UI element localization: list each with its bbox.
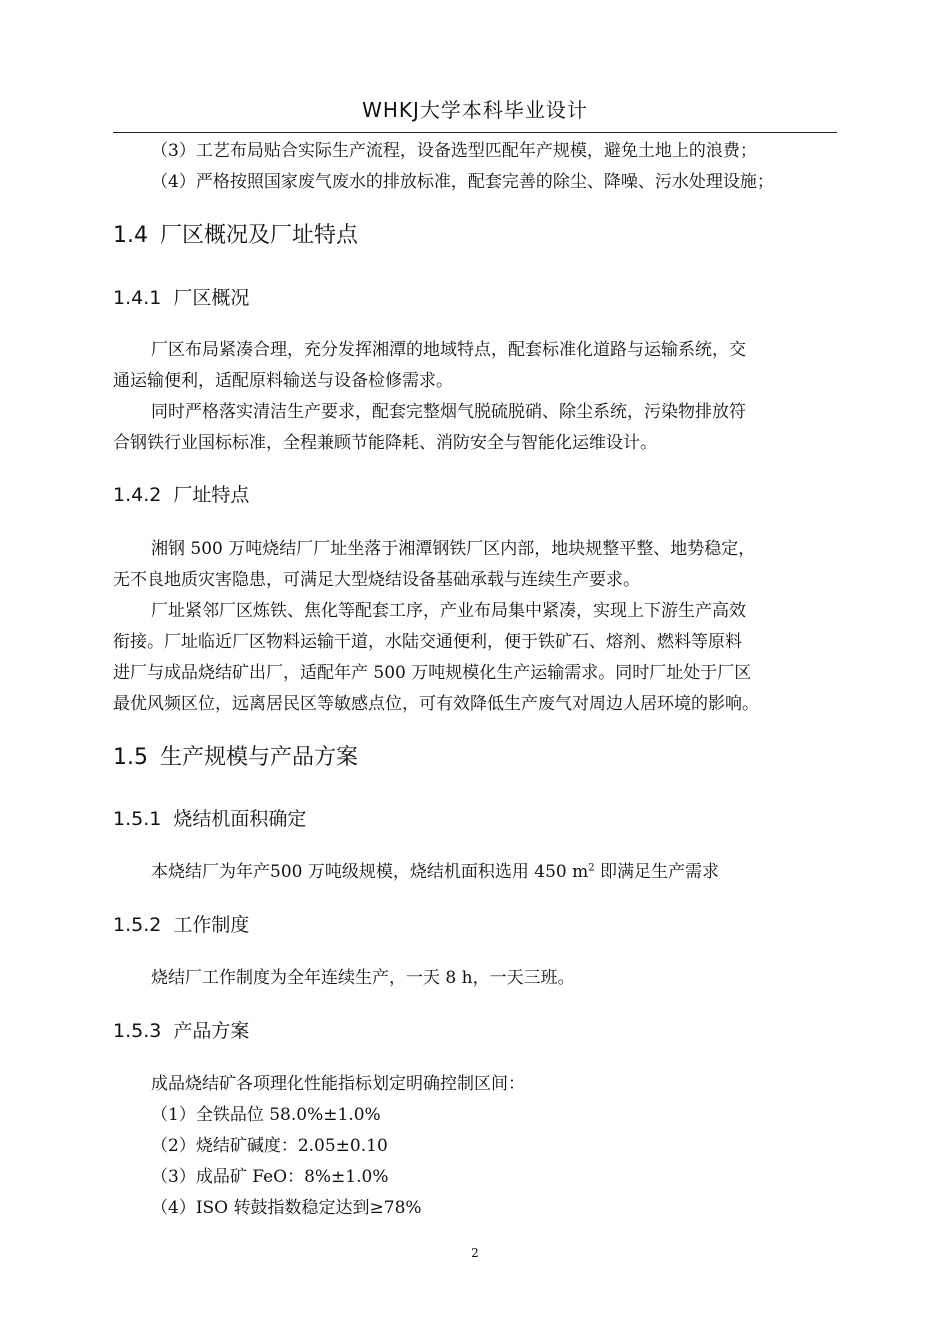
header-divider bbox=[113, 132, 837, 133]
section-heading-1-5-2 bbox=[113, 912, 249, 938]
product-spec-item: （1）全铁品位 58.0%±1.0% bbox=[151, 1105, 381, 1125]
intro-item: （3）工艺布局贴合实际生产流程，设备选型匹配年产规模，避免土地上的浪费； bbox=[151, 141, 757, 161]
page-header-title: WHKJ大学本科毕业设计 bbox=[362, 98, 588, 122]
section-heading-1-5-1 bbox=[113, 806, 306, 832]
paragraph-line: 同时严格落实清洁生产要求，配套完整烟气脱硫脱硝、除尘系统，污染物排放符 bbox=[151, 402, 746, 422]
area-unit-superscript: 2 bbox=[588, 862, 595, 874]
section-title: 厂址特点 bbox=[173, 484, 250, 506]
section-number: 1.4.2 bbox=[113, 484, 162, 506]
paragraph-line: 通运输便利，适配原料输送与设备检修需求。 bbox=[113, 371, 453, 391]
product-plan-intro: 成品烧结矿各项理化性能指标划定明确控制区间： bbox=[151, 1074, 525, 1094]
section-number: 1.4 bbox=[113, 223, 148, 248]
section-title: 烧结机面积确定 bbox=[173, 808, 307, 830]
section-heading-1-5-3 bbox=[113, 1018, 249, 1044]
section-title: 厂区概况及厂址特点 bbox=[160, 223, 359, 248]
page-number: 2 bbox=[471, 1246, 479, 1260]
section-heading-1-4-2 bbox=[113, 482, 249, 508]
area-statement bbox=[151, 861, 719, 883]
section-title: 厂区概况 bbox=[173, 287, 250, 309]
paragraph-line: 最优风频区位，远离居民区等敏感点位，可有效降低生产废气对周边人居环境的影响。 bbox=[113, 694, 759, 714]
section-title: 生产规模与产品方案 bbox=[160, 745, 359, 770]
section-title: 工作制度 bbox=[173, 914, 250, 936]
section-number: 1.5.1 bbox=[113, 808, 162, 830]
work-schedule-text: 烧结厂工作制度为全年连续生产，一天 8 h，一天三班。 bbox=[151, 968, 575, 988]
paragraph-line: 合钢铁行业国标标准，全程兼顾节能降耗、消防安全与智能化运维设计。 bbox=[113, 433, 657, 453]
section-title: 产品方案 bbox=[173, 1020, 250, 1042]
intro-item: （4）严格按照国家废气废水的排放标准，配套完善的除尘、降噪、污水处理设施； bbox=[151, 172, 774, 192]
paragraph-line: 进厂与成品烧结矿出厂，适配年产 500 万吨规模化生产运输需求。同时厂址处于厂区 bbox=[113, 663, 752, 683]
paragraph-line: 厂区布局紧凑合理，充分发挥湘潭的地域特点，配套标准化道路与运输系统，交 bbox=[151, 340, 746, 360]
product-spec-item: （2）烧结矿碱度：2.05±0.10 bbox=[151, 1136, 388, 1156]
section-heading-1-5 bbox=[113, 744, 358, 772]
section-heading-1-4-1 bbox=[113, 285, 249, 311]
section-number: 1.5 bbox=[113, 745, 148, 770]
section-number: 1.5.3 bbox=[113, 1020, 162, 1042]
paragraph-line: 无不良地质灾害隐患，可满足大型烧结设备基础承载与连续生产要求。 bbox=[113, 570, 640, 590]
area-text: 本烧结厂为年产500 万吨级规模，烧结机面积选用 450 m bbox=[151, 862, 589, 882]
paragraph-line: 厂址紧邻厂区炼铁、焦化等配套工序，产业布局集中紧凑，实现上下游生产高效 bbox=[151, 601, 746, 621]
product-spec-item: （4）ISO 转鼓指数稳定达到≥78% bbox=[151, 1198, 422, 1218]
paragraph-line: 衔接。厂址临近厂区物料运输干道，水陆交通便利，便于铁矿石、熔剂、燃料等原料 bbox=[113, 632, 742, 652]
section-number: 1.5.2 bbox=[113, 914, 162, 936]
paragraph-line: 湘钢 500 万吨烧结厂厂址坐落于湘潭钢铁厂区内部，地块规整平整、地势稳定， bbox=[151, 539, 756, 559]
area-text-tail: 即满足生产需求 bbox=[594, 862, 720, 882]
product-spec-item: （3）成品矿 FeO：8%±1.0% bbox=[151, 1167, 389, 1187]
section-number: 1.4.1 bbox=[113, 287, 162, 309]
section-heading-1-4 bbox=[113, 222, 358, 250]
